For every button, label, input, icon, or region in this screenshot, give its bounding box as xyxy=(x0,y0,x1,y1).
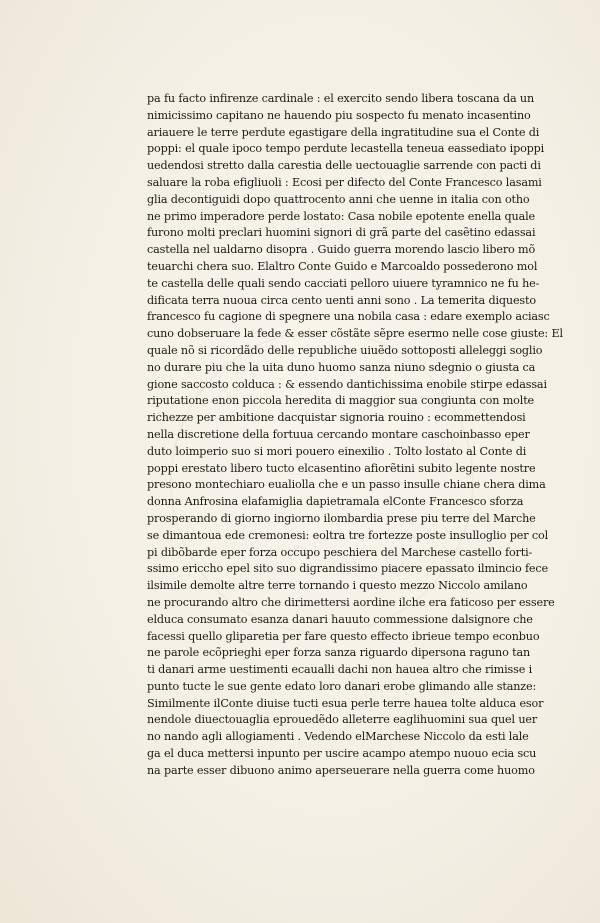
text-line: ti danari arme uestimenti ecaualli dachi non hauea altro che rimisse i xyxy=(147,663,532,677)
text-line: punto tucte le sue gente edato loro danari erobe glimando alle stanze: xyxy=(147,679,537,693)
text-line: pa fu facto infirenze cardinale : el exercito sendo libera toscana da un xyxy=(147,92,535,105)
text-line: nimicissimo capitano ne hauendo piu sospecto fu menato incasentino xyxy=(147,108,531,122)
text-line: poppi: el quale ipoco tempo perdute lecastella teneua eassediato ipoppi xyxy=(147,142,545,156)
text-line: castella nel ualdarno disopra . Guido guerra morendo lascio libero mõ xyxy=(147,243,536,257)
text-line: quale nõ si ricordãdo delle republiche uiuẽdo sottoposti alleleggi soglio xyxy=(147,343,543,357)
text-line: ne parole ecõprieghi eper forza sanza riguardo dipersona raguno tan xyxy=(147,646,531,660)
text-line: poppi erestato libero tucto elcasentino afiorẽtini subito legente nostre xyxy=(147,461,536,475)
text-line: no nando agli allogiamenti . Vedendo elMarchese Niccolo da esti lale xyxy=(147,730,529,744)
text-line: elduca consumato esanza danari hauuto commessione dalsignore che xyxy=(147,612,533,626)
text-line: no durare piu che la uita duno huomo sanza niuno sdegnio o giusta ca xyxy=(147,360,536,374)
text-line: Similmente ilConte diuise tucti esua perle terre hauea tolte alduca esor xyxy=(147,696,544,710)
text-line: furono molti preclari huomini signori di grã parte del casẽtino edassai xyxy=(147,226,536,240)
text-block xyxy=(147,91,567,780)
text-line: ne procurando altro che dirimettersi aordine ilche era faticoso per essere xyxy=(147,595,555,609)
text-line: presono montechiaro eualiolla che e un passo insulle chiane chera dima xyxy=(147,478,546,492)
text-line: pi dibõbarde eper forza occupo peschiera del Marchese castello forti- xyxy=(147,545,533,559)
text-line: uedendosi stretto dalla carestia delle uectouaglie sarrende con pacti di xyxy=(147,159,541,173)
text-line: se dimantoua ede cremonesi: eoltra tre fortezze poste insulloglio per col xyxy=(147,528,548,542)
text-line: nendole diuectouaglia eprouedẽdo alleterre eaglihuomini sua quel uer xyxy=(147,713,538,727)
text-line: ne primo imperadore perde lostato: Casa nobile epotente enella quale xyxy=(147,209,536,223)
text-line: dificata terra nuoua circa cento uenti anni sono . La temerita diquesto xyxy=(147,293,536,307)
text-line: ssimo ericcho epel sito suo digrandissimo piacere epassato ilmincio fece xyxy=(147,562,548,576)
text-line: nella discretione della fortuua cercando montare caschoinbasso eper xyxy=(147,427,530,441)
text-line: ga el duca mettersi inpunto per uscire acampo atempo nuouo ecia scu xyxy=(147,747,537,761)
text-line: donna Anfrosina elafamiglia dapietramala elConte Francesco sforza xyxy=(147,495,524,509)
text-line: riputatione enon piccola heredita di maggior sua congiunta con molte xyxy=(147,394,535,408)
text-line: glia decontiguidi dopo quattrocento anni che uenne in italia con otho xyxy=(147,192,530,206)
text-line: facessi quello gliparetia per fare questo effecto ibrieue tempo econbuo xyxy=(147,629,540,643)
text-line: te castella delle quali sendo cacciati pelloro uiuere tyramnico ne fu he- xyxy=(147,276,540,290)
text-line: gione saccosto colduca : & essendo dantichissima enobile stirpe edassai xyxy=(147,377,547,391)
text-line: duto loimperio suo si mori pouero einexilio . Tolto lostato al Conte di xyxy=(147,444,527,458)
text-line: teuarchi chera suo. Elaltro Conte Guido e Marcoaldo possederono mol xyxy=(147,259,538,273)
text-line: cuno dobseruare la fede & esser cõstãte sẽpre esermo nelle cose giuste: El xyxy=(147,327,563,341)
text-line: saluare la roba efigliuoli : Ecosi per difecto del Conte Francesco lasami xyxy=(147,175,542,189)
text-line: francesco fu cagione di spegnere una nobila casa : edare exemplo aciasc xyxy=(147,310,550,324)
text-line: ariauere le terre perdute egastigare della ingratitudine sua el Conte di xyxy=(147,125,540,139)
text-line: richezze per ambitione dacquistar signoria rouino : ecommettendosi xyxy=(147,411,526,425)
text-line: prosperando di giorno ingiorno ilombardia prese piu terre del Marche xyxy=(147,511,536,525)
text-line: na parte esser dibuono animo aperseuerare nella guerra come huomo xyxy=(147,763,535,777)
text-line: ilsimile demolte altre terre tornando i questo mezzo Niccolo amilano xyxy=(147,579,528,593)
